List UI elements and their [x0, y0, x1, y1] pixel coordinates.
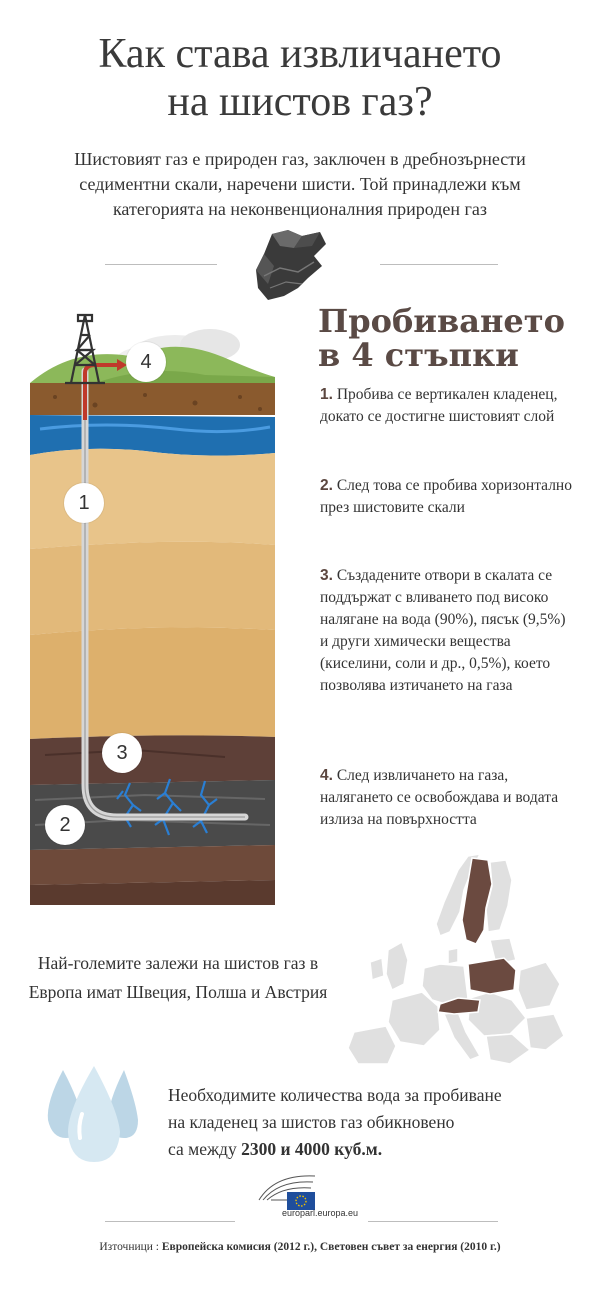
step-text: Пробива се вертикален кладенец, докато се достигне шистовият слой [320, 386, 558, 425]
step-number: 2. [320, 477, 333, 494]
step-3 [320, 565, 575, 697]
divider-right [380, 264, 498, 265]
footer-divider-right [368, 1221, 498, 1222]
sources-list: Европейска комисия (2012 г.), Световен съвет за енергия (2010 г.) [161, 1241, 501, 1253]
step-number: 4. [320, 767, 333, 784]
step-text: След това се пробива хоризонтално през шистовите скали [320, 477, 572, 516]
water-line-2: на кладенец за шистов газ обикновено [168, 1112, 455, 1132]
intro-line-3: категорията на неконвенционалния природен газ [112, 199, 488, 219]
diagram-marker-1: 1 [64, 483, 104, 523]
deposits-line-1: Най-големите залежи на шистов газ в [37, 953, 319, 973]
water-amount: 2300 и 4000 куб.м. [241, 1139, 383, 1159]
step-text: Създадените отвори в скалата се поддържат с вливането под високо налягане на вода (90%), пясък (9,5%) и други химически вещества (киселини, соли и др., 0,5%), което позволява изтичането на газа [320, 567, 566, 694]
step-number: 1. [320, 386, 333, 403]
page-title [0, 30, 600, 126]
steps-heading [318, 304, 578, 372]
shale-rock-icon [250, 226, 330, 302]
intro-line-1: Шистовият газ е природен газ, заключен в дребнозърнести [74, 149, 526, 169]
diagram-marker-2: 2 [45, 805, 85, 845]
title-line-2: на шистов газ? [167, 79, 433, 125]
intro-text [30, 147, 570, 222]
sources-prefix: Източници : [99, 1241, 162, 1253]
steps-heading-line-2: в 4 стъпки [318, 336, 519, 374]
water-line-3 [168, 1136, 568, 1163]
deposits-line-2: Европа имат Швеция, Полша и Австрия [28, 982, 328, 1002]
intro-line-2: седиментни скали, наречени шисти. Той принадлежи към [79, 174, 521, 194]
water-line-1: Необходимите количества вода за пробиване [168, 1085, 502, 1105]
title-line-1: Как става извличането [98, 31, 502, 77]
diagram-marker-3: 3 [102, 733, 142, 773]
eu-parliament-logo-icon [255, 1170, 345, 1210]
deposits-text [18, 949, 338, 1007]
sources-text [0, 1241, 600, 1253]
water-drops-icon [38, 1062, 148, 1167]
footer-divider-left [105, 1221, 235, 1222]
site-url: europarl.europa.eu [281, 1208, 359, 1218]
step-number: 3. [320, 567, 333, 584]
step-2 [320, 475, 575, 519]
divider-left [105, 264, 217, 265]
diagram-marker-4: 4 [126, 342, 166, 382]
step-1 [320, 384, 575, 428]
water-line-3-prefix: са между [168, 1139, 242, 1159]
europe-map-icon [340, 850, 590, 1065]
steps-heading-line-1: Пробиването [318, 302, 565, 340]
step-text: След извличането на газа, налягането се освобождава и водата излиза на повърхността [320, 767, 559, 828]
step-4 [320, 765, 575, 831]
water-text [168, 1082, 568, 1163]
